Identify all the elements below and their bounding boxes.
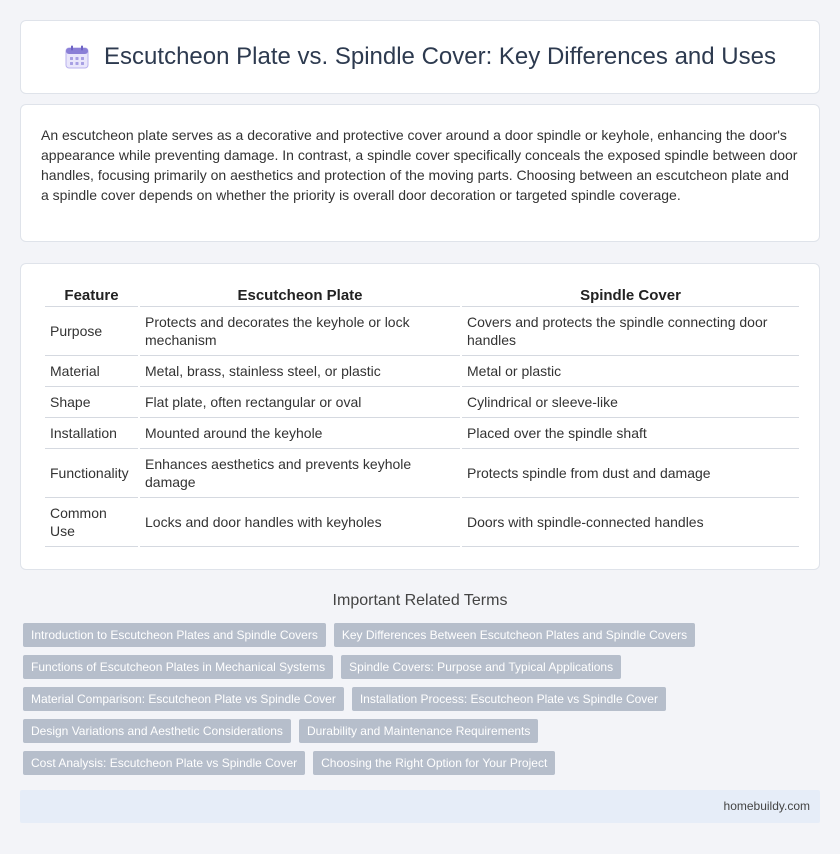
- table-cell: Doors with spindle-connected handles: [462, 498, 799, 547]
- table-cell: Covers and protects the spindle connecting door handles: [462, 307, 799, 356]
- table-cell: Locks and door handles with keyholes: [140, 498, 460, 547]
- related-term-link[interactable]: Durability and Maintenance Requirements: [299, 719, 538, 743]
- table-header-row: [45, 286, 799, 307]
- table-cell: Flat plate, often rectangular or oval: [140, 387, 460, 418]
- related-terms-heading: Important Related Terms: [332, 592, 508, 609]
- table-cell: Enhances aesthetics and prevents keyhole damage: [140, 449, 460, 498]
- intro-paragraph: An escutcheon plate serves as a decorative and protective cover around a door spindle or keyhole, enhancing the door's appearance while preventing damage. In contrast, a spindle cover specifically conceals the exposed spindle between door handles, focusing primarily on aesthetics and protection of the moving parts. Choosing between an escutcheon plate and a spindle cover depends on whether the priority is overall door decoration or targeted spindle coverage.: [41, 127, 798, 203]
- table-cell: Placed over the spindle shaft: [462, 418, 799, 449]
- table-row: [45, 449, 799, 498]
- related-term-link[interactable]: Functions of Escutcheon Plates in Mechanical Systems: [23, 655, 333, 679]
- column-header-spindle-cover: Spindle Cover: [462, 286, 799, 307]
- table-cell: Protects and decorates the keyhole or lock mechanism: [140, 307, 460, 356]
- tag-row: [23, 719, 823, 743]
- column-header-escutcheon-plate: Escutcheon Plate: [140, 286, 460, 307]
- table-row: [45, 418, 799, 449]
- table-row: [45, 356, 799, 387]
- tag-row: [23, 687, 823, 711]
- related-term-link[interactable]: Material Comparison: Escutcheon Plate vs Spindle Cover: [23, 687, 344, 711]
- related-term-link[interactable]: Design Variations and Aesthetic Considerations: [23, 719, 291, 743]
- footer: [20, 790, 820, 823]
- table-cell: Metal, brass, stainless steel, or plastic: [140, 356, 460, 387]
- tag-row: [23, 655, 823, 679]
- table-cell: Purpose: [45, 307, 138, 356]
- table-cell: Cylindrical or sleeve-like: [462, 387, 799, 418]
- table-row: [45, 307, 799, 356]
- related-term-link[interactable]: Installation Process: Escutcheon Plate vs Spindle Cover: [352, 687, 666, 711]
- calendar-icon: [64, 44, 90, 70]
- tag-row: [23, 623, 823, 647]
- table-row: [45, 387, 799, 418]
- related-term-link[interactable]: Key Differences Between Escutcheon Plates and Spindle Covers: [334, 623, 695, 647]
- table-cell: Protects spindle from dust and damage: [462, 449, 799, 498]
- table-cell: Installation: [45, 418, 138, 449]
- table-cell: Shape: [45, 387, 138, 418]
- comparison-table: [43, 286, 801, 547]
- tag-row: [23, 751, 823, 775]
- header-card: [20, 20, 820, 94]
- table-cell: Functionality: [45, 449, 138, 498]
- related-term-link[interactable]: Spindle Covers: Purpose and Typical Applications: [341, 655, 621, 679]
- related-terms-list: [23, 623, 823, 783]
- table-cell: Mounted around the keyhole: [140, 418, 460, 449]
- table-row: [45, 498, 799, 547]
- related-term-link[interactable]: Cost Analysis: Escutcheon Plate vs Spindle Cover: [23, 751, 305, 775]
- intro-card: [20, 104, 820, 242]
- table-cell: Common Use: [45, 498, 138, 547]
- related-term-link[interactable]: Introduction to Escutcheon Plates and Spindle Covers: [23, 623, 326, 647]
- comparison-card: [20, 263, 820, 570]
- column-header-feature: Feature: [45, 286, 138, 307]
- page-title: Escutcheon Plate vs. Spindle Cover: Key Differences and Uses: [104, 43, 776, 70]
- footer-site-link[interactable]: homebuildy.com: [723, 799, 810, 813]
- table-cell: Metal or plastic: [462, 356, 799, 387]
- related-term-link[interactable]: Choosing the Right Option for Your Project: [313, 751, 555, 775]
- table-cell: Material: [45, 356, 138, 387]
